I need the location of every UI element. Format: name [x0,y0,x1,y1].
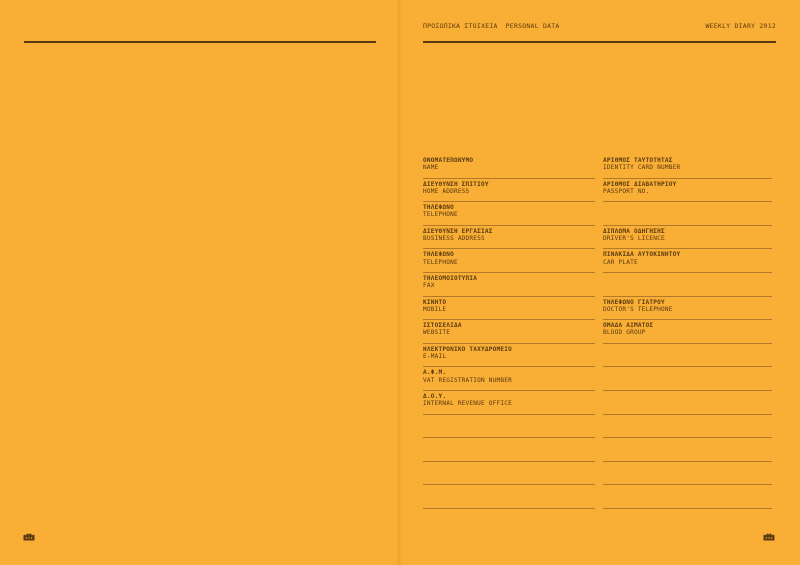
field-identity-card[interactable] [603,155,772,179]
field-blank[interactable] [603,391,772,415]
field-car-plate[interactable] [603,249,772,273]
field-business-address[interactable] [423,226,595,250]
crown-icon [763,531,775,541]
left-page [0,0,399,565]
field-email[interactable] [423,344,595,368]
field-label-english: BLOOD GROUP [603,329,646,337]
field-name[interactable] [423,155,595,179]
top-rule [423,41,776,43]
field-label-greek: ΤΗΛΕΦΩΝΟ [423,204,454,212]
field-website[interactable] [423,320,595,344]
field-blank[interactable] [603,462,772,486]
field-label-english: E-MAIL [423,352,447,360]
field-blank[interactable] [603,273,772,297]
field-blank[interactable] [603,202,772,226]
field-label-english: DOCTOR'S TELEPHONE [603,305,673,313]
field-label-english: INTERNAL REVENUE OFFICE [423,400,512,408]
field-label-english: TELEPHONE [423,258,458,266]
field-blank[interactable] [603,415,772,439]
field-blank[interactable] [603,485,772,509]
field-blank[interactable] [423,438,595,462]
field-mobile[interactable] [423,297,595,321]
field-label-english: VAT REGISTRATION NUMBER [423,376,512,384]
field-label-greek: ΔΙΕΥΘΥΝΣΗ ΕΡΓΑΣΙΑΣ [423,227,493,235]
section-title-greek: ΠΡΟΣΩΠΙΚΑ ΣΤΟΙΧΕΙΑ [423,22,498,30]
field-label-english: MOBILE [423,305,447,313]
top-rule [24,41,376,43]
field-business-telephone[interactable] [423,249,595,273]
field-label-english: PASSPORT NO. [603,187,650,195]
field-label-greek: ΤΗΛΕΟΜΟΙΟΤΥΠΙΑ [423,274,478,282]
field-label-english: HOME ADDRESS [423,187,470,195]
field-label-english: FAX [423,282,435,290]
field-passport[interactable] [603,179,772,203]
field-blank[interactable] [423,485,595,509]
field-label-greek: ΟΜΑΔΑ ΑΙΜΑΤΟΣ [603,322,654,330]
field-label-english: DRIVER'S LICENCE [603,234,665,242]
field-label-greek: ΔΙΕΥΘΥΝΣΗ ΣΠΙΤΙΟΥ [423,180,489,188]
personal-data-column-right [603,155,772,509]
field-label-greek: ΗΛΕΚΤΡΟΝΙΚΟ ΤΑΧΥΔΡΟΜΕΙΟ [423,345,512,353]
field-drivers-licence[interactable] [603,226,772,250]
field-fax[interactable] [423,273,595,297]
diary-title: WEEKLY DIARY 2012 [705,22,776,30]
field-label-greek: Δ.Ο.Υ. [423,392,447,400]
field-blank[interactable] [603,367,772,391]
field-blank[interactable] [603,344,772,368]
field-revenue-office[interactable] [423,391,595,415]
section-title [423,22,560,30]
field-label-greek: ΙΣΤΟΣΕΛΙΔΑ [423,322,462,330]
field-label-english: TELEPHONE [423,211,458,219]
field-label-greek: ΔΙΠΛΩΜΑ ΟΔΗΓΗΣΗΣ [603,227,665,235]
field-label-english: BUSINESS ADDRESS [423,234,485,242]
right-page [399,0,800,565]
section-title-english: PERSONAL DATA [505,22,560,30]
field-label-english: WEBSITE [423,329,451,337]
field-label-greek: ΤΗΛΕΦΩΝΟ ΓΙΑΤΡΟΥ [603,298,665,306]
field-label-greek: Α.Φ.Μ. [423,369,447,377]
field-label-greek: ΑΡΙΘΜΟΣ ΤΑΥΤΟΤΗΤΑΣ [603,157,673,164]
field-label-greek: ΠΙΝΑΚΙΔΑ ΑΥΤΟΚΙΝΗΤΟΥ [603,251,681,259]
field-blank[interactable] [603,438,772,462]
field-doctors-telephone[interactable] [603,297,772,321]
field-label-english: IDENTITY CARD NUMBER [603,164,681,172]
field-blood-group[interactable] [603,320,772,344]
field-home-address[interactable] [423,179,595,203]
field-label-greek: ΚΙΝΗΤΟ [423,298,447,306]
field-blank[interactable] [423,415,595,439]
field-label-english: CAR PLATE [603,258,638,266]
field-label-greek: ΟΝΟΜΑΤΕΠΩΝΥΜΟ [423,157,474,164]
crown-icon [23,531,35,541]
field-label-greek: ΤΗΛΕΦΩΝΟ [423,251,454,259]
field-label-english: NAME [423,164,439,172]
field-label-greek: ΑΡΙΘΜΟΣ ΔΙΑΒΑΤΗΡΙΟΥ [603,180,677,188]
personal-data-column-left [423,155,595,509]
field-home-telephone[interactable] [423,202,595,226]
field-blank[interactable] [423,462,595,486]
field-vat-number[interactable] [423,367,595,391]
